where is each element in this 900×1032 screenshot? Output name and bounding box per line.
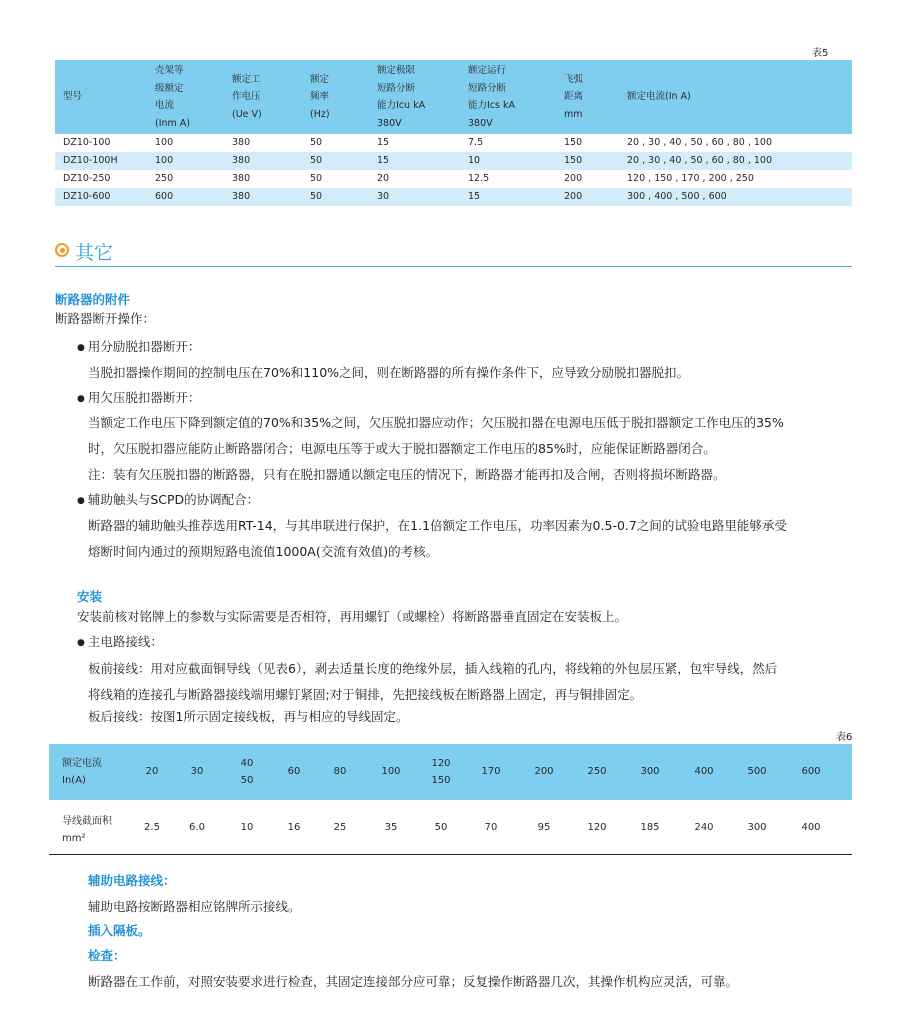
t5-header-cell [302,60,369,134]
t5-cell: 20 [377,173,390,184]
t5-header-line: 额定运行 [468,65,507,76]
t5-cell: 15 [369,152,460,170]
t5-cell: 380 [224,152,302,170]
t5-header-line: 能力Icu kA [377,100,426,111]
partition-heading: 插入隔板。 [88,923,151,938]
check-heading: 检查： [88,948,126,963]
table5-specifications [55,60,852,206]
aux-contact-title: ● 辅助触头与SCPD的协调配合： [77,490,259,508]
t5-header-line: 短路分断 [377,82,416,94]
table6-caption: 表6 [836,732,853,743]
undervoltage-release-text-2: 时，欠压脱扣器应能防止断路器闭合；电源电压等于或大于脱扣器额定工作电压的85%时，应能保证断路器闭合。 [88,441,716,456]
t5-header-cell [55,60,147,134]
t5-header-cell [460,60,556,134]
t5-cell: 50 [310,137,323,148]
t5-header-line: (Hz) [310,108,330,120]
t5-cell: DZ10-100H [55,152,147,170]
t6-cell: 95 [537,822,551,833]
t6-cell: 120 [587,822,607,833]
t6-cell: 200 [534,766,554,777]
t6-cell: 300 [747,822,767,833]
t5-cell: 120 , 150 , 170 , 200 , 250 [627,173,754,184]
t5-cell: 50 [302,188,369,206]
t6-cell: 100 [381,766,401,777]
t6-cell: 40 [240,758,254,769]
install-heading: 安装 [77,589,103,604]
t6-cell: 185 [640,822,660,833]
t5-cell: 150 [564,137,583,148]
t5-header-line: 额定工 [232,73,261,85]
t5-header-line: 能力Ics kA [468,100,515,111]
t5-header-cell [556,60,619,134]
t5-header-line: mm [564,108,583,120]
t5-header-line: 额定电流(In A) [627,91,691,103]
t6-cell: 50 [434,822,448,833]
section-divider [55,266,852,267]
t5-cell: 200 [556,188,619,206]
undervoltage-release-text-1: 当额定工作电压下降到额定值的70%和35%之间，欠压脱扣器应动作；欠压脱扣器在电源电压低于脱扣器额定工作电压的35% [88,415,784,430]
t5-cell: 10 [460,152,556,170]
t6-cell: 600 [801,766,821,777]
t5-cell: 150 [556,152,619,170]
t5-cell: 50 [302,152,369,170]
t6-cell: 20 [145,766,159,777]
t6-cell: mm² [62,833,86,844]
t5-cell: 15 [377,137,390,148]
t6-cell: 50 [240,775,254,786]
aux-circuit-heading: 辅助电路接线： [88,873,176,888]
aux-contact-text-1: 断路器的辅助触头推荐选用RT-14，与其串联进行保护，在1.1倍额定工作电压，功率因素为0.5-0.7之间的试验电路里能够承受 [88,518,787,533]
t6-cell: 导线截面积 [62,816,112,827]
t6-cell: 35 [384,822,398,833]
main-wiring-title: ● 主电路接线： [77,632,163,650]
t5-header-cell [147,60,224,134]
t6-cell: 120 [431,758,451,769]
t6-cell: 额定电流 [62,758,102,769]
t5-cell: DZ10-250 [63,173,111,184]
t5-cell: 200 [564,173,583,184]
t5-header-line: (Ue V) [232,108,262,120]
section-title: 其它 [55,238,113,265]
t5-cell: 380 [232,173,251,184]
table-row [55,170,852,188]
t6-cell: 250 [587,766,607,777]
t5-cell: 15 [460,188,556,206]
shunt-release-text: 当脱扣器操作期间的控制电压在70%和110%之间，则在断路器的所有操作条件下，应导致分励脱扣器脱扣。 [88,365,690,380]
t5-cell: 300 , 400 , 500 , 600 [619,188,852,206]
t5-header-line: 额定 [310,73,330,85]
front-wiring-text-2: 将线箱的连接孔与断路器接线端用螺钉紧固;对于铜排，先把接线板在断路器上固定，再与铜排固定。 [88,687,643,702]
t5-header-cell [619,60,852,134]
t5-header-line: 频率 [310,91,330,103]
check-text: 断路器在工作前，对照安装要求进行检查，其固定连接部分应可靠；反复操作断路器几次，其操作机构应灵活，可靠。 [88,974,739,989]
t5-header-line: 电流 [155,100,175,111]
t5-cell: 380 [224,188,302,206]
install-text: 安装前核对铭牌上的参数与实际需要是否相符，再用螺钉（或螺栓）将断路器垂直固定在安装板上。 [77,609,628,624]
t6-cell: 150 [431,775,451,786]
t5-header-line: 型号 [63,91,83,103]
accessories-heading: 断路器的附件 [55,292,131,307]
undervoltage-release-title: ● 用欠压脱扣器断开： [77,388,200,406]
accessories-intro: 断路器断开操作： [55,311,156,326]
table6-bottom-rule [49,854,852,855]
t5-header-cell [224,60,302,134]
t5-header-line: (Inm A) [155,117,191,129]
t5-header-line: 短路分断 [468,82,507,94]
t6-cell: 70 [484,822,498,833]
t5-cell: 100 [155,137,174,148]
t5-header-line: 飞弧 [564,73,584,85]
bullseye-icon [55,243,69,257]
t5-header-line: 作电压 [232,91,261,103]
t5-cell: 20 , 30 , 40 , 50 , 60 , 80 , 100 [619,152,852,170]
t6-cell: 2.5 [144,822,160,833]
undervoltage-release-note: 注：装有欠压脱扣器的断路器，只有在脱扣器通以额定电压的情况下，断路器才能再扣及合闸，否则将损坏断路器。 [88,467,726,482]
table-row [55,188,852,206]
t6-cell: 25 [333,822,347,833]
t5-header-line: 级额定 [155,82,184,94]
t5-cell: 380 [232,137,251,148]
t5-cell: 7.5 [468,137,484,148]
t6-cell: In(A) [62,775,86,786]
table5-caption: 表5 [812,48,829,59]
aux-contact-text-2: 熔断时间内通过的预期短路电流值1000A(交流有效值)的考核。 [88,544,439,559]
t6-cell: 16 [287,822,301,833]
t6-cell: 80 [333,766,347,777]
t6-cell: 10 [240,822,254,833]
t6-cell: 30 [190,766,204,777]
t5-cell: 100 [147,152,224,170]
t6-cell: 300 [640,766,660,777]
shunt-release-title: ● 用分励脱扣器断开： [77,337,200,355]
t5-cell: 250 [155,173,174,184]
t5-cell: DZ10-100 [63,137,111,148]
front-wiring-text-1: 板前接线：用对应截面铜导线（见表6），剥去适量长度的绝缘外层，插入线箱的孔内，将线箱的外包层压紧，包牢导线，然后 [88,661,778,676]
t5-cell: 50 [310,173,323,184]
t5-cell: 12.5 [468,173,490,184]
aux-circuit-text: 辅助电路按断路器相应铭牌所示接线。 [88,899,301,914]
t5-header-line: 距离 [564,91,584,103]
t6-cell: 500 [747,766,767,777]
rear-wiring-text: 板后接线：按图1所示固定接线板，再与相应的导线固定。 [88,709,409,724]
t6-cell: 6.0 [189,822,205,833]
t5-header-cell [369,60,460,134]
t5-cell: DZ10-600 [55,188,147,206]
t5-cell: 30 [369,188,460,206]
t5-cell: 600 [147,188,224,206]
t5-header-line: 壳架等 [155,65,184,76]
t6-cell: 400 [801,822,821,833]
table-row [55,152,852,170]
t6-cell: 240 [694,822,714,833]
t6-cell: 170 [481,766,501,777]
t6-cell: 400 [694,766,714,777]
table-row [55,134,852,152]
t5-header-line: 额定极限 [377,65,416,76]
t5-header-line: 380V [468,117,493,129]
t6-cell: 60 [287,766,301,777]
t5-cell: 20 , 30 , 40 , 50 , 60 , 80 , 100 [627,137,773,148]
t5-header-line: 380V [377,117,402,129]
